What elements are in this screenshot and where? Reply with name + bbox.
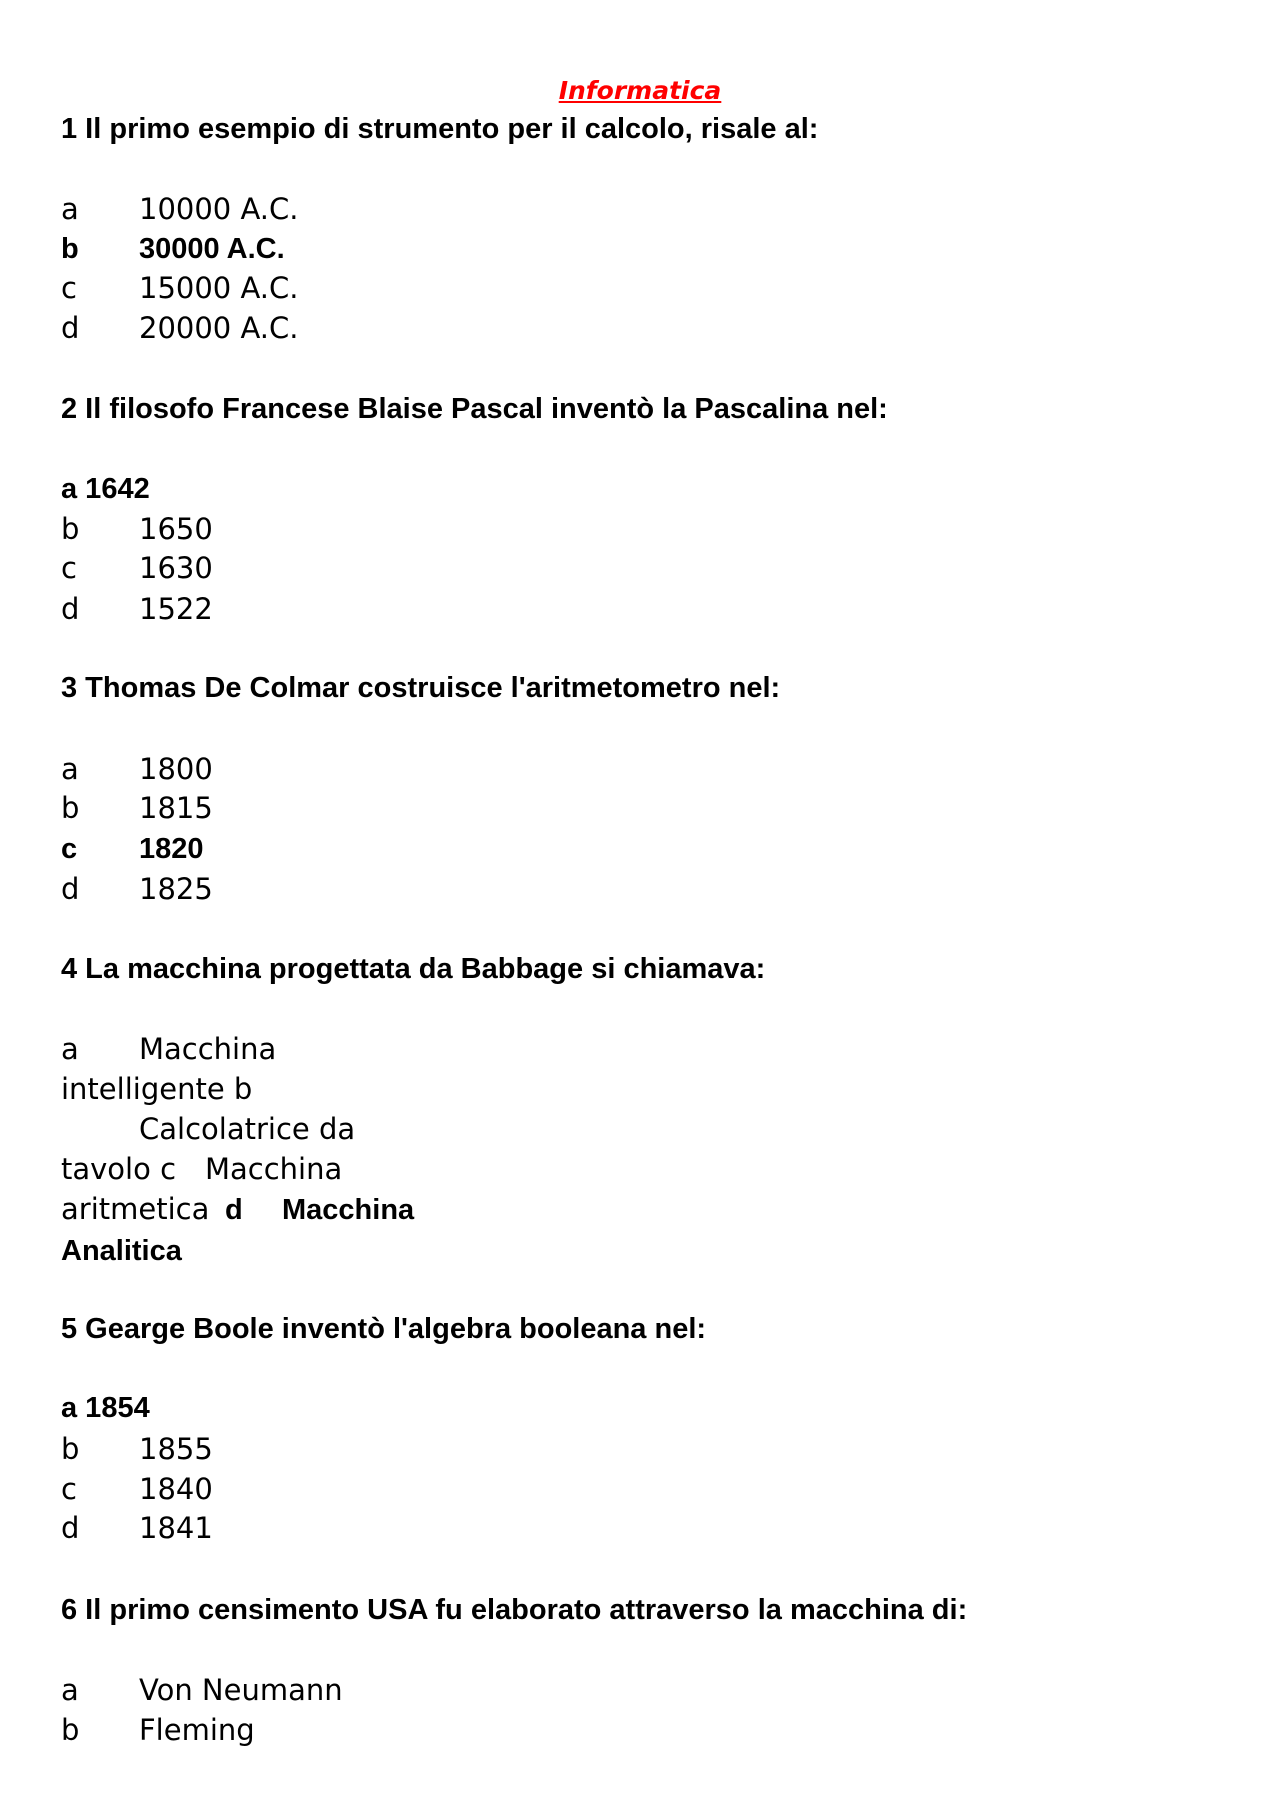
option-text: 15000 A.C. [139, 271, 299, 305]
option-letter: a [61, 752, 79, 786]
option-text: 1650 [139, 512, 213, 546]
option-letter: a [61, 1673, 79, 1707]
option-letter: c [61, 833, 78, 865]
option-5a-correct: a 1854 [61, 1392, 150, 1424]
option-2a-correct: a 1642 [61, 473, 150, 505]
option-4-line2: intelligente b [61, 1072, 253, 1106]
option-4-line5-a: aritmetica [61, 1192, 210, 1226]
option-text: 1815 [139, 791, 213, 825]
option-letter: b [61, 1713, 80, 1747]
option-4d-line-correct: Analitica [61, 1235, 182, 1267]
option-text: 1820 [139, 833, 204, 865]
option-letter: c [61, 271, 77, 305]
option-4d-text-correct: Macchina [282, 1194, 415, 1226]
option-letter: b [61, 512, 80, 546]
option-4a-text: Macchina [139, 1032, 277, 1066]
option-letter: d [61, 311, 80, 345]
option-text: 1855 [139, 1432, 213, 1466]
option-text: 1840 [139, 1472, 213, 1506]
option-letter: c [61, 1472, 77, 1506]
question-1: 1 Il primo esempio di strumento per il calcolo, risale al: [61, 113, 819, 145]
option-4a-letter: a [61, 1032, 79, 1066]
option-letter: b [61, 791, 80, 825]
option-4-line4-a: tavolo c [61, 1152, 177, 1186]
option-text: 1522 [139, 592, 213, 626]
option-4b-text: Calcolatrice da [139, 1112, 356, 1146]
option-letter: d [61, 592, 80, 626]
option-letter: a [61, 192, 79, 226]
question-3: 3 Thomas De Colmar costruisce l'aritmetometro nel: [61, 672, 781, 704]
option-letter: d [61, 872, 80, 906]
option-text: 1630 [139, 551, 213, 585]
option-text: 1800 [139, 752, 213, 786]
option-4c-text: Macchina [205, 1152, 343, 1186]
option-text: 20000 A.C. [139, 311, 299, 345]
question-2: 2 Il filosofo Francese Blaise Pascal inventò la Pascalina nel: [61, 393, 888, 425]
option-text: 10000 A.C. [139, 192, 299, 226]
question-5: 5 Gearge Boole inventò l'algebra booleana nel: [61, 1313, 707, 1345]
option-letter: b [61, 1432, 80, 1466]
page-title: Informatica [558, 76, 722, 105]
option-letter: c [61, 551, 77, 585]
option-text: 30000 A.C. [139, 233, 285, 265]
option-letter: d [61, 1511, 80, 1545]
question-6: 6 Il primo censimento USA fu elaborato attraverso la macchina di: [61, 1594, 968, 1626]
option-text: Von Neumann [139, 1673, 343, 1707]
option-text: 1825 [139, 872, 213, 906]
option-text: Fleming [139, 1713, 255, 1747]
question-4: 4 La macchina progettata da Babbage si chiamava: [61, 953, 766, 985]
option-text: 1841 [139, 1511, 213, 1545]
option-letter: b [61, 233, 79, 265]
option-4d-letter-correct: d [225, 1194, 243, 1226]
